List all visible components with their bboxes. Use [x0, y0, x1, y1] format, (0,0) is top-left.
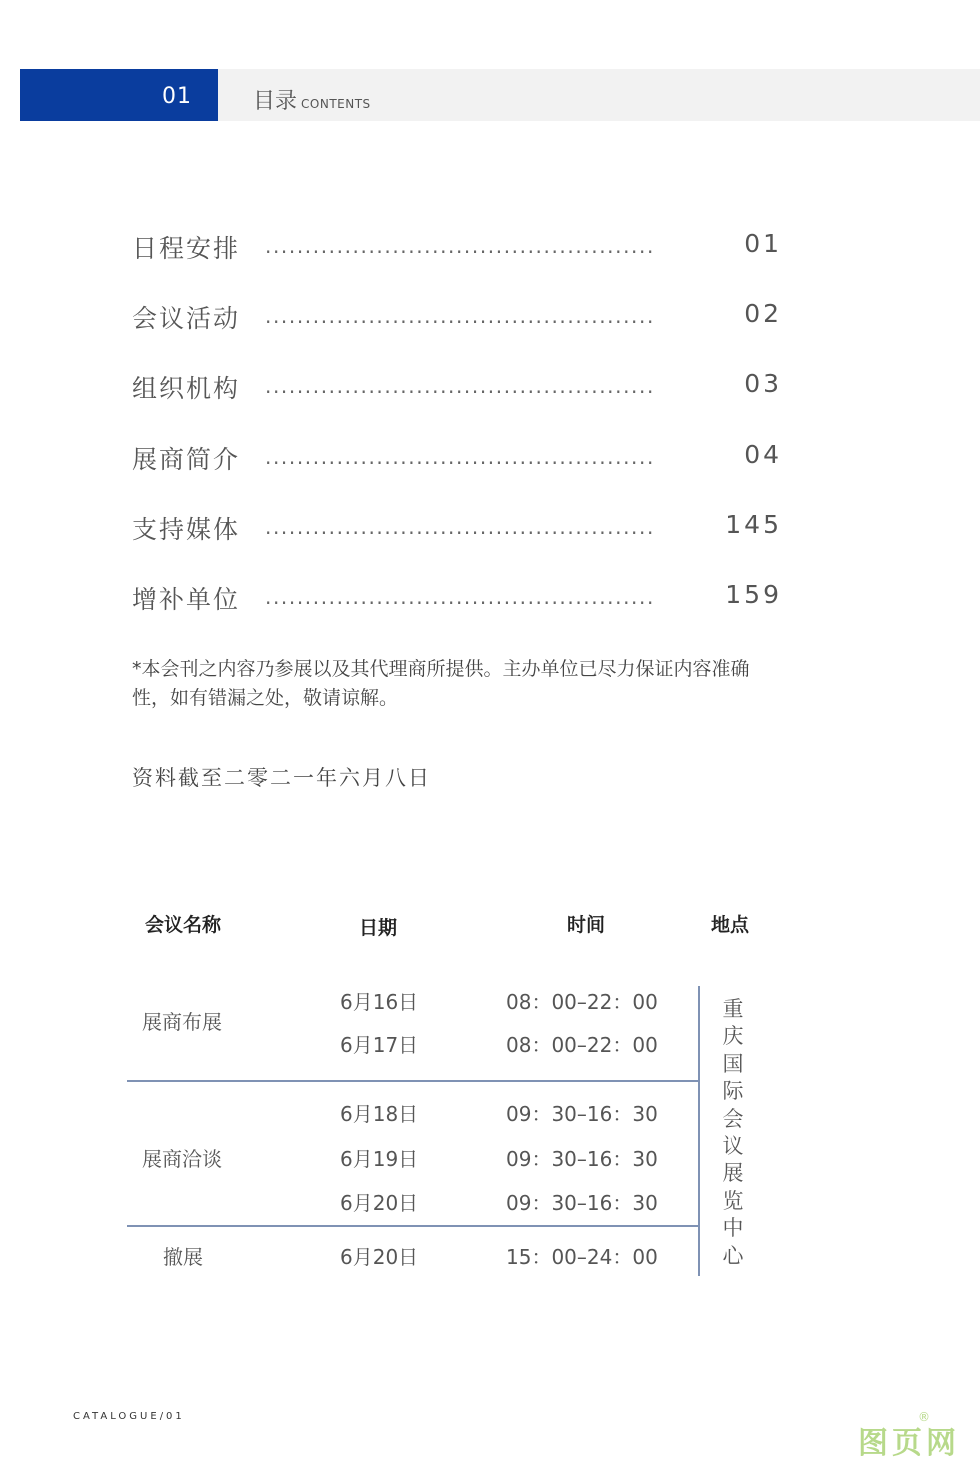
toc-leader-dots: .................................................	[265, 304, 655, 328]
schedule-time: 08：00–22：00	[506, 1033, 658, 1057]
toc-leader-dots: .................................................	[265, 585, 655, 609]
schedule-date: 6月18日	[340, 1102, 419, 1126]
schedule-event-name: 展商洽谈	[142, 1147, 222, 1171]
schedule-header-venue: 地点	[711, 914, 750, 936]
disclaimer-notice: *本会刊之内容乃参展以及其代理商所提供。主办单位已尽力保证内容准确性，如有错漏之处，敬请谅解。	[132, 658, 750, 709]
toc-item-label: 支持媒体	[132, 515, 241, 544]
toc-leader-dots: .................................................	[265, 445, 655, 469]
schedule-event-name: 撤展	[163, 1245, 203, 1269]
toc-leader-dots: .................................................	[265, 374, 655, 398]
schedule-time: 08：00–22：00	[506, 990, 658, 1014]
schedule-date: 6月20日	[340, 1191, 419, 1215]
venue-divider	[698, 986, 700, 1276]
toc-item[interactable]	[0, 440, 980, 480]
table-divider	[127, 1080, 699, 1082]
toc-item-label: 增补单位	[132, 585, 241, 614]
watermark-logo: 图页网	[858, 1426, 960, 1461]
schedule-time: 09：30–16：30	[506, 1102, 658, 1126]
schedule-date: 6月19日	[340, 1147, 419, 1171]
section-title	[253, 84, 371, 115]
schedule-time: 09：30–16：30	[506, 1191, 658, 1215]
schedule-time: 09：30–16：30	[506, 1147, 658, 1171]
data-cutoff-date: 资料截至二零二一年六月八日	[132, 766, 431, 790]
schedule-header-time: 时间	[567, 914, 606, 936]
toc-item-page: 03	[744, 369, 782, 398]
table-divider	[127, 1225, 699, 1227]
schedule-time: 15：00–24：00	[506, 1245, 658, 1269]
toc-leader-dots: .................................................	[265, 234, 655, 258]
toc-item-page: 159	[725, 580, 782, 609]
toc-item-label: 组织机构	[132, 374, 241, 403]
toc-item-label: 展商简介	[132, 445, 241, 474]
toc-item[interactable]	[0, 299, 980, 339]
schedule-date: 6月17日	[340, 1033, 419, 1057]
toc-item[interactable]	[0, 510, 980, 550]
registered-mark: ®	[918, 1410, 930, 1424]
toc-item-page: 04	[744, 440, 782, 469]
schedule-date: 6月16日	[340, 990, 419, 1014]
section-number: 01	[162, 84, 192, 109]
schedule-header-name: 会议名称	[145, 914, 222, 936]
toc-leader-dots: .................................................	[265, 515, 655, 539]
section-title-cn: 目录	[253, 89, 298, 114]
toc-item[interactable]	[0, 229, 980, 269]
schedule-event-name: 展商布展	[142, 1010, 222, 1034]
toc-item-page: 02	[744, 299, 782, 328]
toc-item-page: 01	[744, 229, 782, 258]
toc-item[interactable]	[0, 369, 980, 409]
schedule-header-date: 日期	[359, 917, 398, 939]
venue-name: 重庆国际会议展览中心	[722, 997, 744, 1268]
toc-item-page: 145	[725, 510, 782, 539]
section-title-en: CONTENTS	[301, 97, 371, 111]
footer-catalogue-label: CATALOGUE/01	[73, 1411, 185, 1422]
schedule-date: 6月20日	[340, 1245, 419, 1269]
toc-item-label: 日程安排	[132, 234, 241, 263]
toc-item[interactable]	[0, 580, 980, 620]
toc-item-label: 会议活动	[132, 304, 241, 333]
